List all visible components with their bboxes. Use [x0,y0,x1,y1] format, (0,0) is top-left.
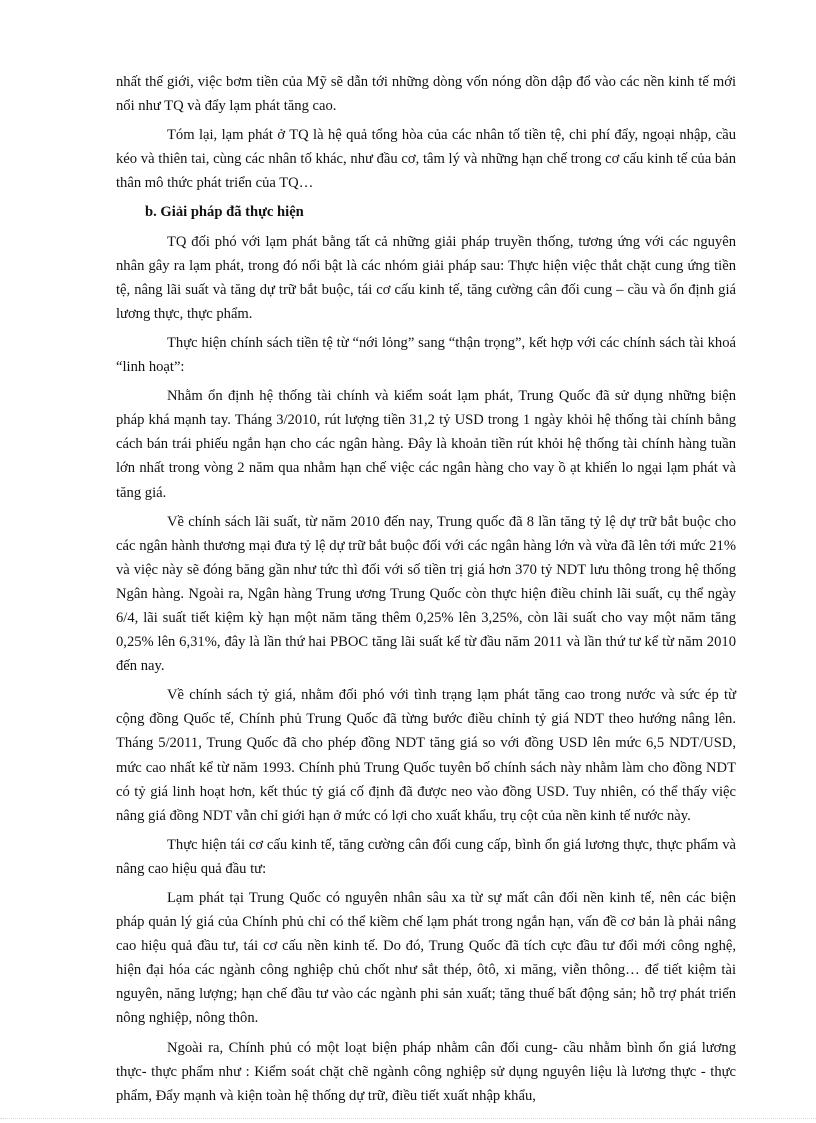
paragraph-4: Thực hiện chính sách tiền tệ từ “nới lỏng” sang “thận trọng”, kết hợp với các chính sách tài khoá “linh hoạt”: [116,334,736,376]
section-heading: b. Giải pháp đã thực hiện [145,204,304,221]
paragraph-3: TQ đối phó với lạm phát bằng tất cả những giải pháp truyền thống, tương ứng với các nguyên nhân gây ra lạm phát, trong đó nổi bật là các nhóm giải pháp sau: Thực hiện việc thắt chặt cung ứng tiền tệ, nâng lãi suất và tăng dự trữ bắt buộc, tái cơ cấu kinh tế, tăng cường cân đối cung – cầu và ổn định giá lương thực, thực phẩm. [116,233,736,322]
paragraph-6: Về chính sách lãi suất, từ năm 2010 đến nay, Trung quốc đã 8 lần tăng tỷ lệ dự trữ bắt buộc cho các ngân hành thương mại đưa tỷ lệ dự trữ bắt buộc đối với các ngân hàng lớn và vừa đã lên tới mức 21% và việc này sẽ đóng băng gần như tức thì đối với số tiền trị giá hơn 370 tỷ NDT lưu thông trong hệ thống Ngân hàng. Ngoài ra, Ngân hàng Trung ương Trung Quốc còn thực hiện điều chỉnh lãi suất, cụ thể ngày 6/4, lãi suất tiết kiệm kỳ hạn một năm tăng thêm 0,25% lên 3,25%, còn lãi suất cho vay một năm tăng 0,25% lên 6,31%, đây là lần thứ hai PBOC tăng lãi suất kể từ đầu năm 2011 và lần thứ tư kể từ năm 2010 đến nay. [116,513,736,675]
paragraph-8: Thực hiện tái cơ cấu kinh tế, tăng cường cân đối cung cấp, bình ổn giá lương thực, thực phẩm và nâng cao hiệu quả đầu tư: [116,836,736,877]
paragraph-10: Ngoài ra, Chính phủ có một loạt biện pháp nhằm cân đối cung- cầu nhằm bình ổn giá lương thực- thực phẩm như : Kiểm soát chặt chẽ ngành công nghiệp sử dụng nguyên liệu là lương thực - thực phẩm, Đẩy mạnh và kiện toàn hệ thống dự trữ, điều tiết xuất nhập khẩu, [116,1039,736,1104]
paragraph-5: Nhằm ổn định hệ thống tài chính và kiểm soát lạm phát, Trung Quốc đã sử dụng những biện pháp khá mạnh tay. Tháng 3/2010, rút lượng tiền 31,2 tỷ USD trong 1 ngày khỏi hệ thống tài chính bằng cách bán trái phiếu ngắn hạn cho các ngân hàng. Đây là khoản tiền rút khỏi hệ thống tài chính hàng tuần lớn nhất trong vòng 2 năm qua nhằm hạn chế việc các ngân hàng cho vay ồ ạt khiến lo ngại lạm phát và tăng giá. [116,388,736,501]
document-page [116,70,736,1113]
paragraph-2: Tóm lại, lạm phát ở TQ là hệ quả tổng hòa của các nhân tố tiền tệ, chi phí đẩy, ngoại nhập, cầu kéo và thiên tai, cùng các nhân tố khác, như đầu cơ, tâm lý và những hạn chế trong cơ cấu kinh tế của bản thân mô thức phát triển của TQ… [116,127,736,192]
paragraph-9: Lạm phát tại Trung Quốc có nguyên nhân sâu xa từ sự mất cân đối nền kinh tế, nên các biện pháp quản lý giá của Chính phủ chỉ có thể kiềm chế lạm phát trong ngắn hạn, vấn đề cơ bản là phải nâng cao hiệu quả đầu tư, tái cơ cấu nền kinh tế. Do đó, Trung Quốc đã tích cực đầu tư đổi mới công nghệ, hiện đại hóa các ngành công nghiệp chủ chốt như sắt thép, ôtô, xi măng, viễn thông… để tiết kiệm tài nguyên, năng lượng; hạn chế đầu tư vào các ngành phi sản xuất; tăng thuế bất động sản; hỗ trợ phát triển nông nghiệp, nông thôn. [116,890,736,1027]
paragraph-7: Về chính sách tỷ giá, nhằm đối phó với tình trạng lạm phát tăng cao trong nước và sức ép từ cộng đồng Quốc tế, Chính phủ Trung Quốc đã từng bước điều chỉnh tỷ giá NDT theo hướng nâng lên. Tháng 5/2011, Trung Quốc đã cho phép đồng NDT tăng giá so với đồng USD lên mức 6,5 NDT/USD, mức cao nhất kể từ năm 1993. Chính phủ Trung Quốc tuyên bố chính sách này nhằm làm cho đồng NDT có tỷ giá linh hoạt hơn, kết thúc tỷ giá cố định đã được neo vào đồng USD. Tuy nhiên, có thể thấy việc nâng giá đồng NDT vẫn chỉ giới hạn ở mức có lợi cho xuất khẩu, trụ cột của nền kinh tế nước này. [116,687,736,824]
page-bottom-divider [0,1118,816,1119]
paragraph-1: nhất thế giới, việc bơm tiền của Mỹ sẽ dẫn tới những dòng vốn nóng dồn dập đổ vào các nền kinh tế mới nổi như TQ và đẩy lạm phát tăng cao. [116,74,736,115]
